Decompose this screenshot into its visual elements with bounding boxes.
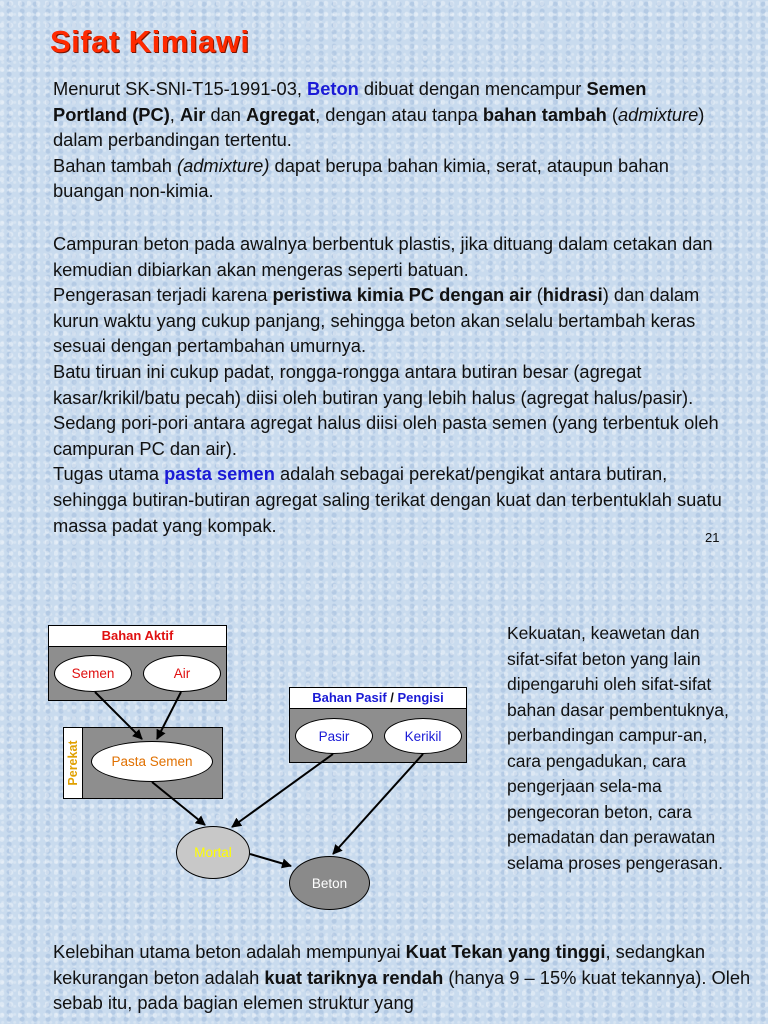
paragraph-kelebihan — [53, 939, 753, 1016]
node-mortal: Mortal — [176, 826, 250, 879]
text: dibuat dengan mencampur — [358, 78, 587, 99]
text: ( — [606, 103, 618, 125]
bahan-aktif-title: Bahan Aktif — [48, 625, 227, 647]
text: ( — [531, 284, 543, 306]
node-kerikil: Kerikil — [384, 718, 462, 754]
text: , sedangkan kekurangan beton adalah — [53, 941, 706, 988]
term-kuat-tekan: Kuat Tekan yang tinggi — [405, 941, 606, 962]
text: dapat berupa bahan kimia, serat, ataupun bahan buangan non-kimia. — [53, 154, 669, 202]
term-admixture: (admixture) — [177, 154, 270, 176]
slash: / — [386, 690, 398, 705]
term-agregat: Agregat — [246, 103, 316, 125]
text: ) dan dalam kurun waktu yang cukup panjang, sehingga beton akan selalu bertambah keras sesuai dengan pertambahan umurnya. — [53, 284, 700, 357]
term-peristiwa: peristiwa kimia PC dengan air — [272, 284, 532, 306]
text: adalah sebagai perekat/pengikat antara butiran, sehingga butiran-butiran agregat saling terikat dengan kuat dan terbentuklah suatu massa padat yang kompak. — [53, 463, 722, 536]
term-hidrasi: hidrasi — [542, 284, 603, 306]
text: ) dalam perbandingan tertentu. — [53, 103, 705, 151]
node-pasir: Pasir — [295, 718, 373, 754]
pengisi-label: Pengisi — [397, 690, 444, 705]
term-bahan-tambah: bahan tambah — [482, 103, 607, 125]
term-admixture: admixture — [617, 103, 699, 125]
page-title: Sifat Kimiawi — [50, 24, 250, 59]
node-beton: Beton — [289, 856, 370, 910]
text: Batu tiruan ini cukup padat, rongga-rongga antara butiran besar (agregat kasar/krikil/batu pecah) diisi oleh butiran yang lebih halus (agregat halus/pasir). Sedang pori-pori antara agregat halus diisi oleh pasta semen (yang terbentuk oleh campuran PC dan air). — [53, 360, 719, 459]
arrow-pasir-mortal — [232, 754, 333, 827]
perekat-label: Perekat — [66, 740, 80, 786]
side-paragraph: Kekuatan, keawetan dan sifat-sifat beton yang lain dipengaruhi oleh sifat-sifat bahan dasar pembentuknya, perbandingan campur-an, cara pengadukan, cara pengerjaan sela-ma pengecoran beton, cara pemadatan dan perawatan selama proses pengerasan. — [507, 623, 729, 873]
text: , — [169, 103, 180, 125]
text: Campuran beton pada awalnya berbentuk plastis, jika dituang dalam cetakan dan kemudian dibiarkan akan mengeras seperti batuan. — [53, 233, 713, 280]
arrow-semen-pasta — [95, 692, 142, 739]
text: Pengerasan terjadi karena — [53, 284, 273, 306]
text: Tugas utama — [53, 463, 165, 485]
term-pasta-semen: pasta semen — [164, 463, 275, 485]
text: dan — [205, 103, 247, 125]
text: Menurut SK-SNI-T15-1991-03, — [53, 78, 308, 99]
node-air: Air — [143, 655, 221, 692]
term-beton: Beton — [307, 78, 359, 99]
bahan-pasif-label: Bahan Pasif — [312, 690, 387, 705]
term-kuat-tarik: kuat tariknya rendah — [264, 966, 444, 988]
arrow-pasta-mortal — [152, 782, 205, 825]
text: Bahan tambah — [53, 154, 177, 176]
node-pasta-semen: Pasta Semen — [91, 741, 213, 782]
node-semen: Semen — [54, 655, 132, 692]
arrow-mortal-beton — [250, 854, 291, 866]
arrow-air-pasta — [157, 692, 181, 739]
text: (hanya 9 – 15% kuat tekannya). Oleh sebab itu, pada bagian elemen struktur yang — [53, 966, 751, 1014]
arrow-kerikil-beton — [333, 754, 423, 854]
term-air: Air — [179, 103, 206, 125]
text: , dengan atau tanpa — [315, 103, 483, 125]
text: Kelebihan utama beton adalah mempunyai — [53, 941, 406, 962]
page-number: 21 — [705, 530, 720, 545]
term-semen: Semen Portland (PC) — [53, 78, 647, 125]
